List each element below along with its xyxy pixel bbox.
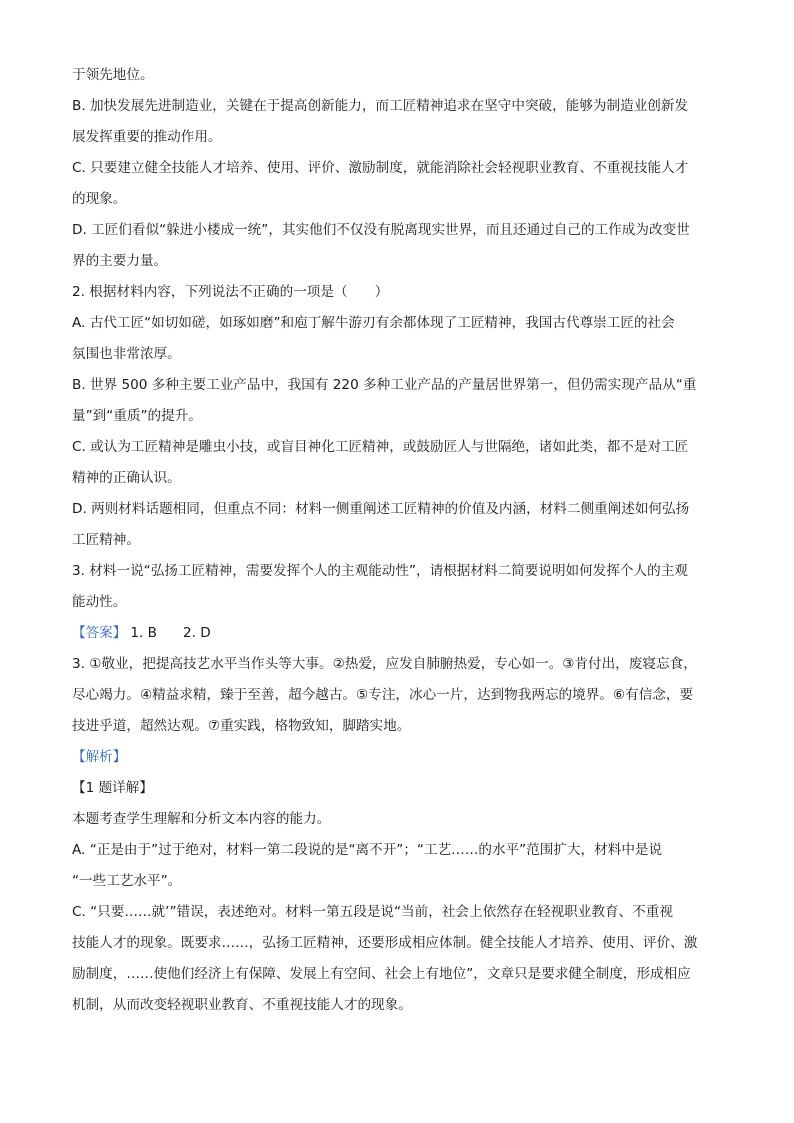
text-line: 本题考查学生理解和分析文本内容的能力。 (72, 811, 331, 827)
analysis-text (72, 804, 722, 1021)
text-line: A. “正是由于”过于绝对，材料一第二段说的是“离不开”；“工艺……的水平”范围扩大，材料中是说 (72, 842, 663, 858)
text-line: 量”到“重质”的提升。 (72, 408, 202, 424)
text-line: C. 只要建立健全技能人才培养、使用、评价、激励制度，就能消除社会轻视职业教育、不重视技能人才 (72, 160, 689, 176)
text-line: 尽心竭力。④精益求精，臻于至善，超今越古。⑤专注，冰心一片，达到物我两忘的境界。⑥有信念，要 (72, 687, 694, 703)
analysis-label: 【解析】 (72, 749, 127, 765)
text-line: 的现象。 (72, 191, 127, 207)
text-line: 2. 根据材料内容，下列说法不正确的一项是（ ） (72, 284, 389, 300)
text-line: 能动性。 (72, 594, 127, 610)
text-line: 界的主要力量。 (72, 253, 168, 269)
text-line: 技进乎道，超然达观。⑦重实践，格物致知，脚踏实地。 (72, 718, 411, 734)
answer-text (72, 649, 722, 742)
text-line: B. 世界 500 多种主要工业产品中，我国有 220 多种工业产品的产量居世界第一，但仍需实现产品从“重 (72, 377, 697, 393)
text-line: B. 加快发展先进制造业，关键在于提高创新能力，而工匠精神追求在坚守中突破，能够为制造业创新发 (72, 98, 689, 114)
text-line: D. 工匠们看似“躲进小楼成一统”，其实他们不仅没有脱离现实世界，而且还通过自己的工作成为改变世 (72, 222, 690, 238)
text-line: C. “只要……就’”错误，表述绝对。材料一第五段是说“当前，社会上依然存在轻视职业教育、不重视 (72, 904, 673, 920)
text-line: 3. ①敬业，把提高技艺水平当作头等大事。②热爱，应发自肺腑热爱，专心如一。③肯付出，废寝忘食， (72, 656, 697, 672)
analysis-heading (72, 742, 722, 773)
text-line: 工匠精神。 (72, 532, 140, 548)
detail-heading: 【1 题详解】 (72, 780, 153, 796)
document-page (72, 60, 722, 1021)
question-text (72, 60, 722, 618)
text-line: A. 古代工匠“如切如磋，如琢如磨”和庖丁解牛游刃有余都体现了工匠精神，我国古代尊崇工匠的社会 (72, 315, 675, 331)
text-line: 3. 材料一说“弘扬工匠精神，需要发挥个人的主观能动性”，请根据材料二简要说明如何发挥个人的主观 (72, 563, 688, 579)
answer-item: 2. D (183, 625, 211, 641)
text-line: 技能人才的现象。既要求……，弘扬工匠精神，还要形成相应体制。健全技能人才培养、使用、评价、激 (72, 935, 698, 951)
text-line: 精神的正确认识。 (72, 470, 181, 486)
answer-label: 【答案】 (72, 625, 127, 641)
text-line: 励制度，……使他们经济上有保障、发展上有空间、社会上有地位”，文章只是要求健全制度，形成相应 (72, 966, 691, 982)
answer-item: 1. B (130, 625, 157, 641)
text-line: C. 或认为工匠精神是雕虫小技，或盲目神化工匠精神，或鼓励匠人与世隔绝，诸如此类，都不是对工匠 (72, 439, 689, 455)
answer-key-line (72, 618, 722, 649)
text-line: 展发挥重要的推动作用。 (72, 129, 222, 145)
text-line: 于领先地位。 (72, 67, 154, 83)
text-line: 机制，从而改变轻视职业教育、不重视技能人才的现象。 (72, 997, 412, 1013)
text-line: D. 两则材料话题相同，但重点不同：材料一侧重阐述工匠精神的价值及内涵，材料二侧重阐述如何弘扬 (72, 501, 690, 517)
text-line: “一些工艺水平”。 (72, 873, 182, 889)
text-line: 氛围也非常浓厚。 (72, 346, 181, 362)
